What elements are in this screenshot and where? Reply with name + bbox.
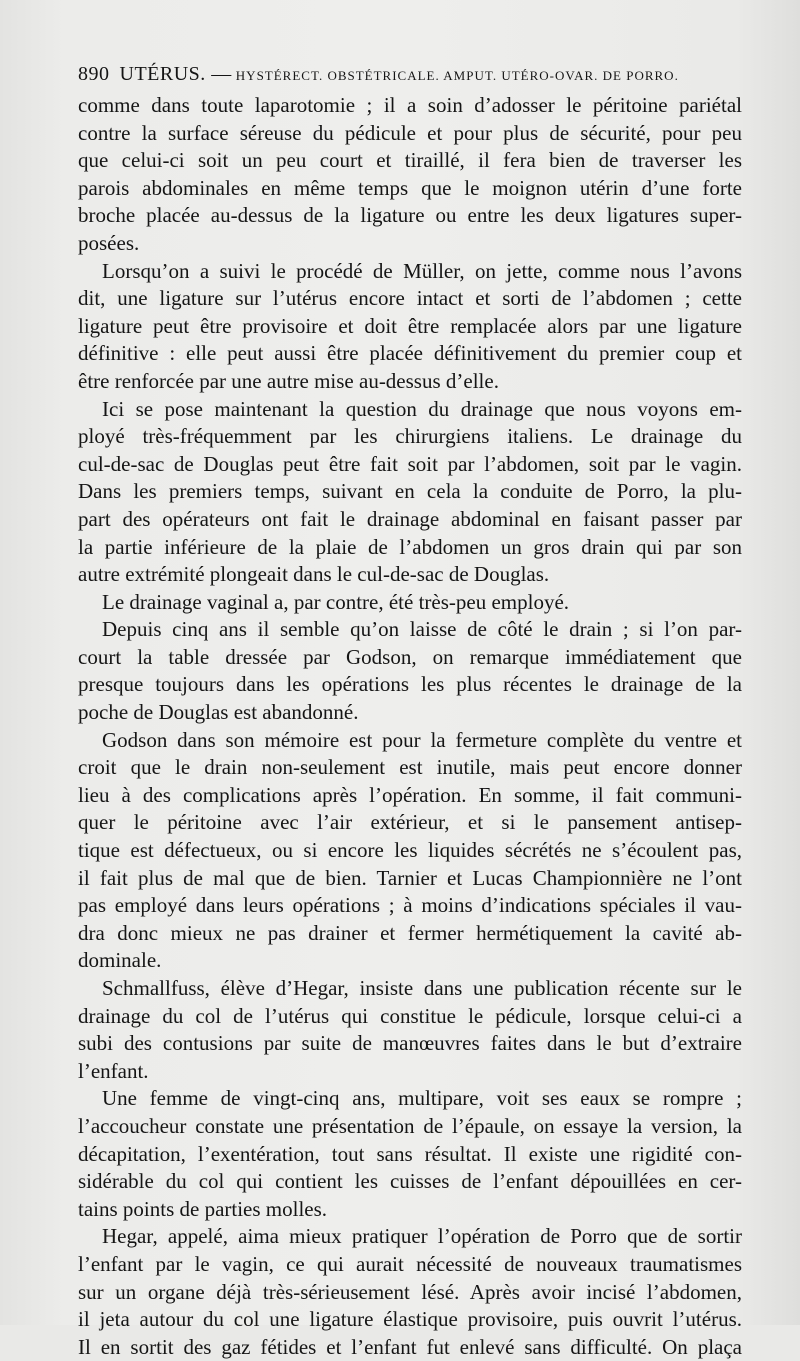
text-line: posées. — [78, 230, 140, 255]
text-line: l’accoucheur constate une présentation de l’épaule, on essaye la version, la — [78, 1113, 742, 1138]
text-line: pas employé dans leurs opérations ; à moins d’indications spéciales il vau- — [78, 893, 742, 918]
text-line: Lorsqu’on a suivi le procédé de Müller, on jette, comme nous l’avons — [102, 258, 742, 283]
text-line: Schmallfuss, élève d’Hegar, insiste dans une publication récente sur le — [102, 976, 742, 1000]
text-line: Hegar, appelé, aima mieux pratiquer l’opération de Porro que de sortir — [102, 1224, 742, 1249]
text-line: il fait plus de mal que de bien. Tarnier et Lucas Championnière ne l’ont — [78, 865, 742, 890]
text-line: l’enfant. — [78, 1058, 149, 1083]
text-line: la partie inférieure de la plaie de l’abdomen un gros drain qui par son — [78, 534, 742, 559]
text-line: être renforcée par une autre mise au-dessus d’elle. — [78, 368, 499, 393]
text-line: subi des contusions par suite de manœuvres faites dans le but d’extraire — [78, 1031, 742, 1056]
text-line: que celui-ci soit un peu court et tiraillé, il fera bien de traverser les — [78, 148, 742, 173]
text-line: l’enfant par le vagin, ce qui aurait nécessité de nouveaux traumatismes — [78, 1251, 742, 1276]
text-line: Dans les premiers temps, suivant en cela la conduite de Porro, la plu- — [78, 479, 742, 504]
text-line: définitive : elle peut aussi être placée définitivement du premier coup et — [78, 341, 742, 366]
running-title: UTÉRUS. — — [119, 63, 232, 85]
text-line: presque toujours dans les opérations les plus récentes le drainage de la — [78, 672, 742, 697]
text-line: dra donc mieux ne pas drainer et fermer hermétiquement la cavité ab- — [78, 920, 742, 945]
text-line: court la table dressée par Godson, on remarque immédiatement que — [78, 644, 742, 669]
text-line: contre la surface séreuse du pédicule et pour plus de sécurité, pour peu — [78, 120, 742, 145]
page-number: 890 — [78, 63, 110, 85]
section-title: HYSTÉRECT. OBSTÉTRICALE. AMPUT. UTÉRO-OVAR. DE PORRO. — [235, 68, 679, 83]
text-line: autre extrémité plongeait dans le cul-de-sac de Douglas. — [78, 562, 550, 587]
text-line: cul-de-sac de Douglas peut être fait soit par l’abdomen, soit par le vagin. — [78, 451, 742, 476]
text-line: il jeta autour du col une ligature élastique provisoire, puis ouvrit l’utérus. — [78, 1307, 742, 1332]
text-line: tique est défectueux, ou si encore les liquides sécrétés ne s’écoulent pas, — [78, 838, 742, 863]
text-line: parois abdominales en même temps que le moignon utérin d’une forte — [78, 175, 742, 200]
text-line: drainage du col de l’utérus qui constitue le pédicule, lorsque celui-ci a — [78, 1003, 742, 1028]
text-line: sidérable du col qui contient les cuisses de l’enfant dépouillées en cer- — [78, 1169, 742, 1194]
text-line: Il en sortit des gaz fétides et l’enfant fut enlevé sans difficulté. On plaça — [78, 1334, 742, 1359]
text-line: Depuis cinq ans il semble qu’on laisse de côté le drain ; si l’on par- — [102, 617, 742, 642]
text-line: comme dans toute laparotomie ; il a soin d’adosser le péritoine pariétal — [78, 93, 742, 117]
text-line: Une femme de vingt-cinq ans, multipare, voit ses eaux se rompre ; — [102, 1086, 742, 1111]
text-line: Le drainage vaginal a, par contre, été très-peu employé. — [102, 589, 570, 614]
text-line: dit, une ligature sur l’utérus encore intact et sorti de l’abdomen ; cette — [78, 286, 742, 311]
text-line: broche placée au-dessus de la ligature ou entre les deux ligatures super- — [78, 203, 742, 228]
text-line: poche de Douglas est abandonné. — [78, 700, 359, 725]
running-header — [78, 60, 742, 88]
text-line: Ici se pose maintenant la question du drainage que nous voyons em- — [102, 396, 742, 421]
text-line: dominale. — [78, 948, 162, 973]
text-line: décapitation, l’exentération, tout sans résultat. Il existe une rigidité con- — [78, 1141, 742, 1166]
text-line: sur un organe déjà très-sérieusement lésé. Après avoir incisé l’abdomen, — [78, 1279, 742, 1304]
text-line: Godson dans son mémoire est pour la fermeture complète du ventre et — [102, 727, 742, 752]
text-line: quer le péritoine avec l’air extérieur, et si le pansement antisep- — [78, 810, 742, 835]
body-text — [78, 92, 742, 1361]
text-line: ployé très-fréquemment par les chirurgiens italiens. Le drainage du — [78, 424, 742, 449]
text-line: tains points de parties molles. — [78, 1196, 328, 1221]
text-line: lieu à des complications après l’opération. En somme, il fait communi- — [78, 782, 742, 807]
text-line: croit que le drain non-seulement est inutile, mais peut encore donner — [78, 755, 742, 780]
text-line: ligature peut être provisoire et doit être remplacée alors par une ligature — [78, 313, 742, 338]
text-line: part des opérateurs ont fait le drainage abdominal en faisant passer par — [78, 506, 742, 531]
